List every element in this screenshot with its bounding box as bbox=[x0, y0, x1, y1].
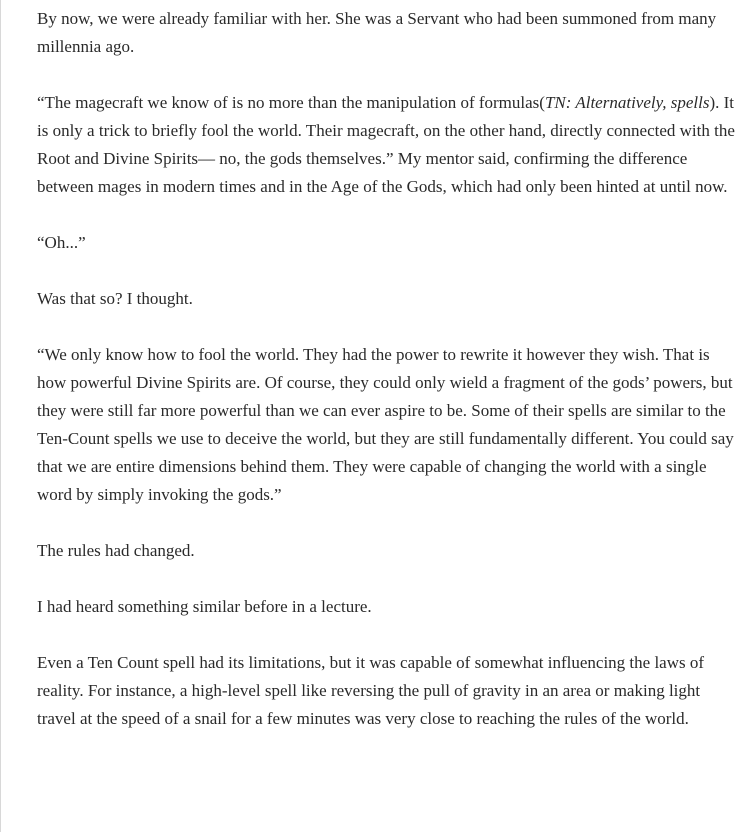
paragraph-fool-the-world: “We only know how to fool the world. They had the power to rewrite it however they wish. That is how powerful Divine Spirits are. Of course, they could only wield a fragment of the gods’ powers, but they were still far more powerful than we can ever aspire to be. Some of their spells are similar to the Ten-Count spells we use to deceive the world, but they are still fundamentally different. You could say that we are entire dimensions behind them. They were capable of changing the world with a single word by simply invoking the gods.” bbox=[37, 345, 734, 504]
paragraph-servant-intro: By now, we were already familiar with her. She was a Servant who had been summoned from many millennia ago. bbox=[37, 9, 717, 56]
paragraph-lecture: I had heard something similar before in a lecture. bbox=[37, 597, 372, 616]
translator-note: TN: Alternatively, spells bbox=[544, 93, 710, 112]
paragraph-oh: “Oh...” bbox=[37, 233, 86, 252]
paragraph-mentor-magecraft-before: “The magecraft we know of is no more than the manipulation of formulas( bbox=[37, 93, 545, 112]
paragraph-mentor-magecraft bbox=[37, 89, 743, 201]
paragraph-rules-changed: The rules had changed. bbox=[37, 541, 195, 560]
paragraph-ten-count-limits: Even a Ten Count spell had its limitations, but it was capable of somewhat influencing the laws of reality. For instance, a high-level spell like reversing the pull of gravity in an area or making light travel at the speed of a snail for a few minutes was very close to reaching the rules of the world. bbox=[37, 653, 705, 728]
paragraph-mentor-magecraft-after: ). It is only a trick to briefly fool the world. Their magecraft, on the other hand, directly connected with the Root and Divine Spirits— no, the gods themselves.” My mentor said, confirming the difference between mages in modern times and in the Age of the Gods, which had only been hinted at until now. bbox=[37, 93, 735, 196]
article-body bbox=[37, 5, 743, 761]
paragraph-was-that-so: Was that so? I thought. bbox=[37, 289, 193, 308]
